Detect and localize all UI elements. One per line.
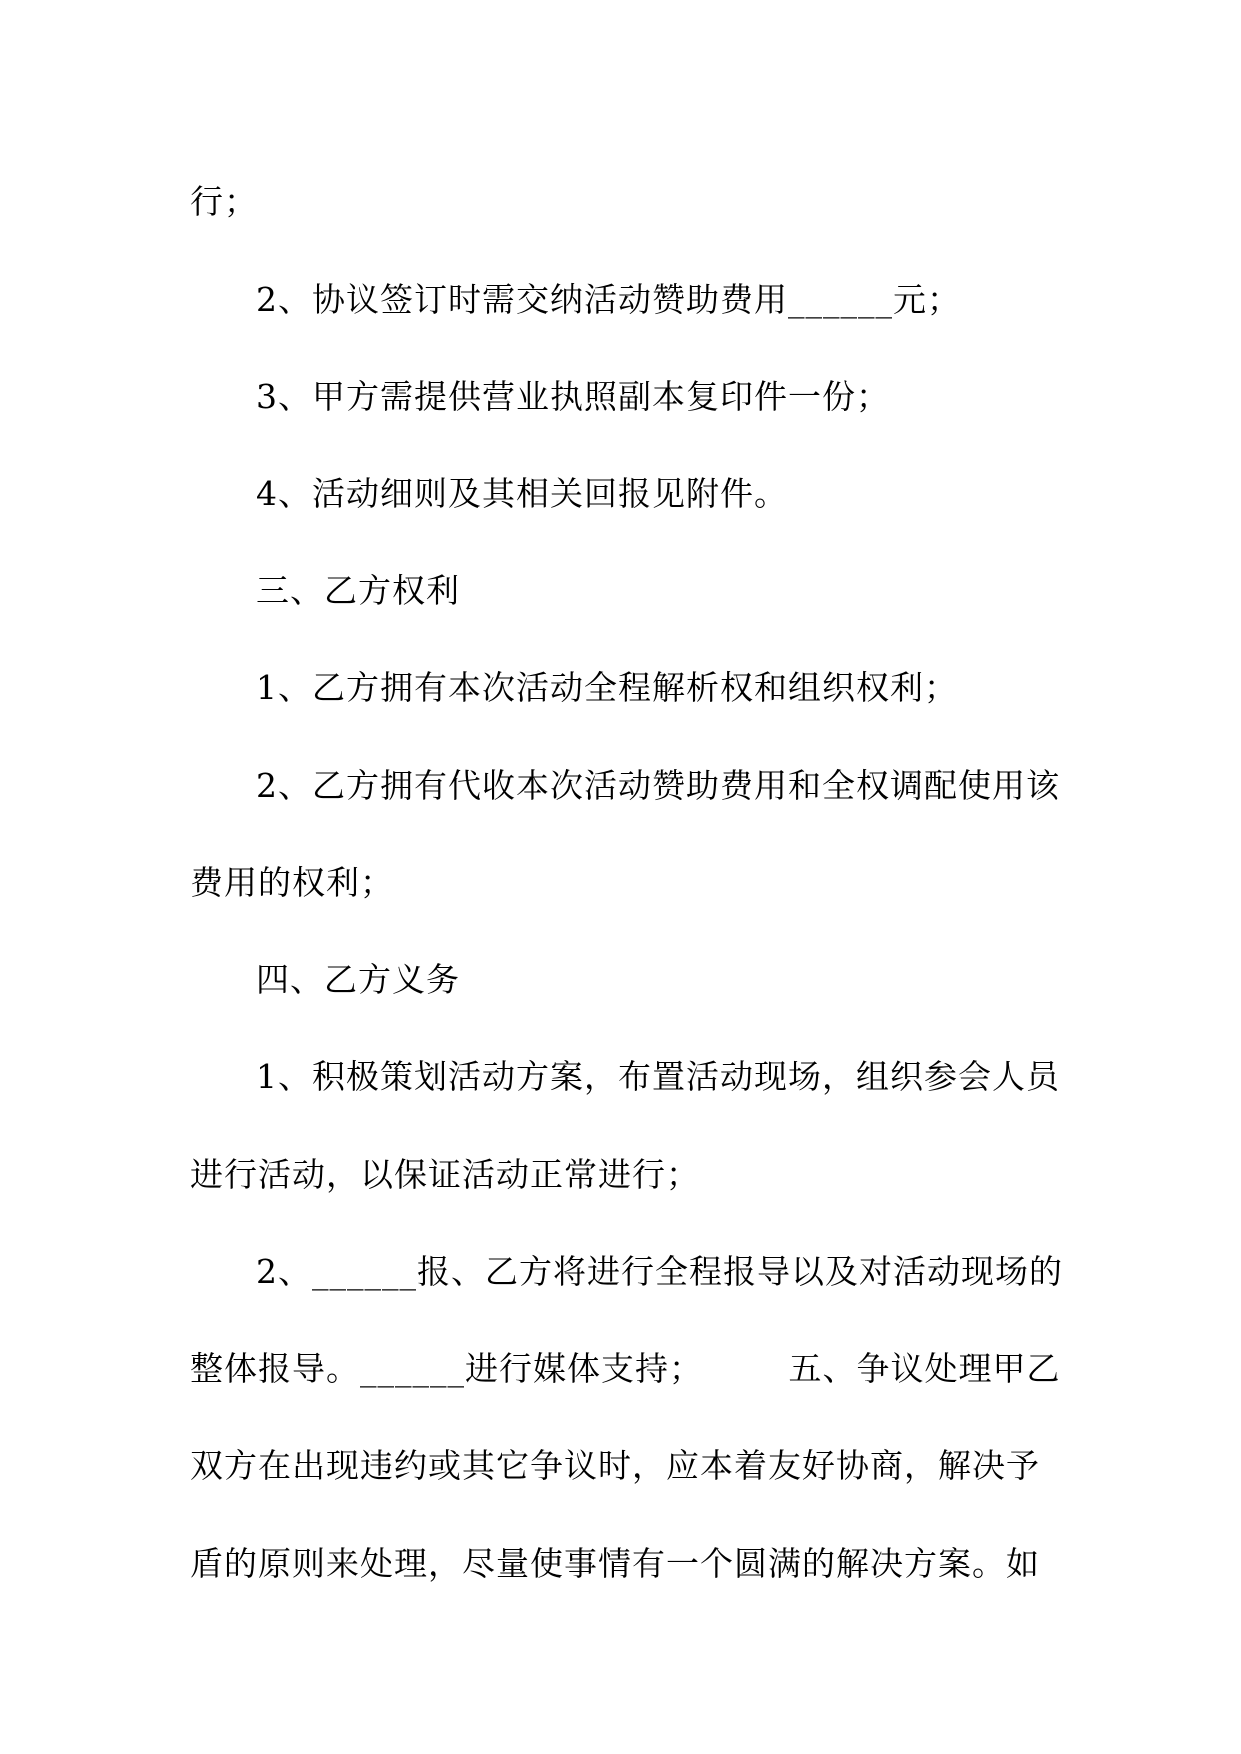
text-line-14: 双方在出现违约或其它争议时，应本着友好协商，解决予 bbox=[190, 1446, 1040, 1485]
text-line-7: 2、乙方拥有代收本次活动赞助费用和全权调配使用该 bbox=[256, 766, 1060, 805]
section-heading-3: 三、乙方权利 bbox=[256, 571, 460, 610]
section-heading-4: 四、乙方义务 bbox=[256, 960, 460, 999]
text-line-4: 4、活动细则及其相关回报见附件。 bbox=[256, 474, 788, 513]
text-line-10: 1、积极策划活动方案，布置活动现场，组织参会人员 bbox=[256, 1057, 1060, 1096]
text-line-2: 2、协议签订时需交纳活动赞助费用______元； bbox=[256, 280, 961, 319]
text-line-11: 进行活动，以保证活动正常进行； bbox=[190, 1155, 700, 1194]
text-line-1: 行； bbox=[190, 182, 258, 221]
text-line-8: 费用的权利； bbox=[190, 863, 394, 902]
text-line-6: 1、乙方拥有本次活动全程解析权和组织权利； bbox=[256, 668, 958, 707]
text-line-12: 2、______报、乙方将进行全程报导以及对活动现场的 bbox=[256, 1252, 1063, 1291]
text-line-15: 盾的原则来处理，尽量使事情有一个圆满的解决方案。如 bbox=[190, 1544, 1040, 1583]
text-line-3: 3、甲方需提供营业执照副本复印件一份； bbox=[256, 377, 890, 416]
text-line-13: 整体报导。______进行媒体支持； 五、争议处理甲乙 bbox=[190, 1349, 1061, 1388]
